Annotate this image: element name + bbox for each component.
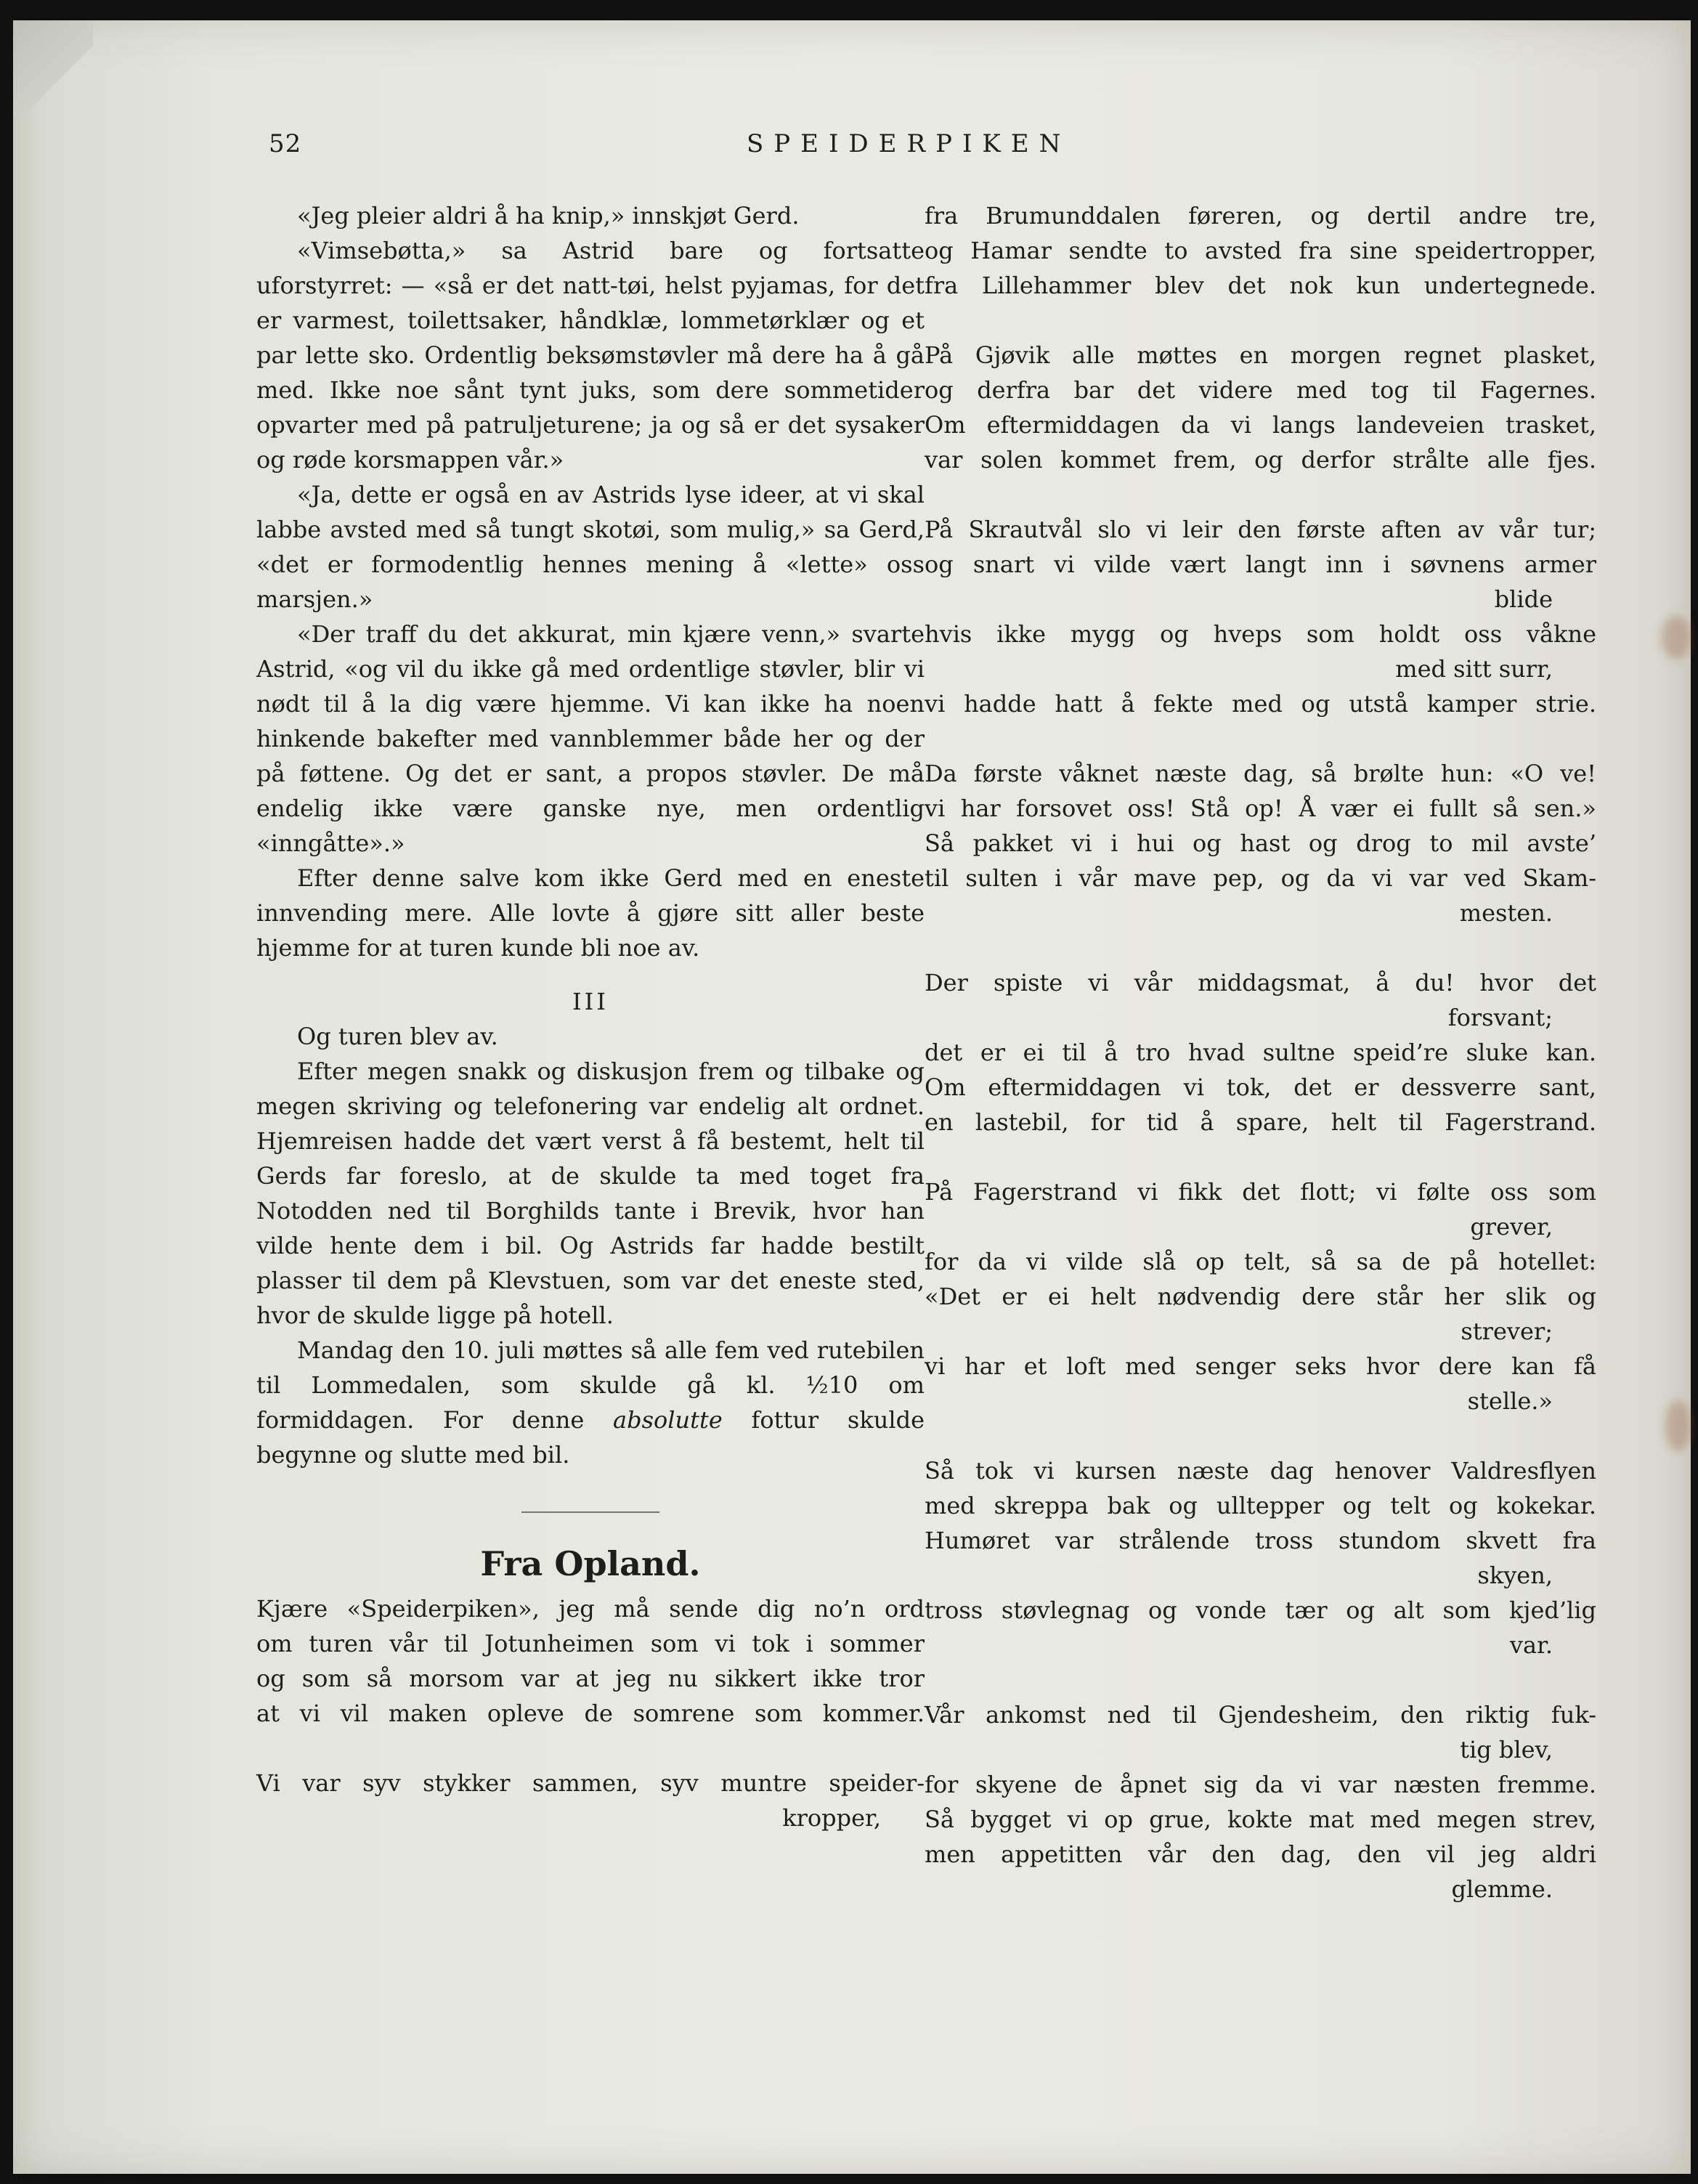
poem-line: Om eftermiddagen vi tok, det er dessverre sant, xyxy=(925,1073,1596,1101)
page xyxy=(13,20,1691,2174)
poem-line: vi hadde hatt å fekte med og utstå kamper strie. xyxy=(925,690,1596,718)
poem-line-continuation: grever, xyxy=(1470,1213,1553,1241)
poem-line: vi har forsovet oss! Stå op! Å vær ei fullt så sen.» xyxy=(925,795,1596,822)
text-run: fottur skulde begynne og slutte med bil. xyxy=(256,1406,925,1469)
poem-line: og Hamar sendte to avsted fra sine speidertropper, xyxy=(925,237,1596,264)
poem-stanza xyxy=(925,338,1596,477)
poem-line: at vi vil maken opleve de somrene som kommer. xyxy=(256,1700,925,1727)
poem-line: Kjære «Speiderpiken», jeg må sende dig no’n ord xyxy=(256,1595,925,1623)
right-column xyxy=(925,198,1596,1941)
poem-line: det er ei til å tro hvad sultne speid’re sluke kan. xyxy=(925,1039,1596,1066)
poem-line: tross støvlegnag og vonde tær og alt som kjed’lig xyxy=(925,1596,1596,1624)
poem-line: med skreppa bak og ulltepper og telt og kokekar. xyxy=(925,1492,1596,1519)
poem-line-continuation: glemme. xyxy=(1451,1875,1553,1903)
poem-stanza xyxy=(925,1453,1596,1663)
poem-line-continuation: kropper, xyxy=(782,1804,881,1832)
poem-line: til sulten i vår mave pep, og da vi var ved Skam- xyxy=(925,864,1596,892)
poem-stanza xyxy=(925,198,1596,303)
folded-corner xyxy=(13,20,93,115)
poem-line: Om eftermiddagen da vi langs landeveien trasket, xyxy=(925,411,1596,439)
poem-line-continuation: med sitt surr, xyxy=(1395,655,1553,683)
poem-line: og som så morsom var at jeg nu sikkert ikke tror xyxy=(256,1665,925,1692)
poem-line: og snart vi vilde vært langt inn i søvnens armer xyxy=(925,551,1596,578)
paragraph: «Der traff du det akkurat, min kjære venn,» svarte Astrid, «og vil du ikke gå med ordentlige støvler, blir vi nødt til å la dig være hjemme. Vi kan ikke ha noen hinkende bakefter med vannblemmer både her og der på føttene. Og det er sant, a propos støvler. De må endelig ikke være ganske nye, men ordentlig «inngåtte».» xyxy=(256,620,925,857)
poem-line: fra Lillehammer blev det nok kun undertegnede. xyxy=(925,272,1596,299)
poem-line-continuation: skyen, xyxy=(1477,1562,1553,1589)
poem-line: Vi var syv stykker sammen, syv muntre speider- xyxy=(256,1769,925,1797)
poem-line: for skyene de åpnet sig da vi var næsten fremme. xyxy=(925,1771,1596,1798)
poem-stanza xyxy=(925,965,1596,1140)
poem-line-continuation: tig blev, xyxy=(1460,1736,1553,1763)
left-column xyxy=(256,198,925,1870)
stain xyxy=(1662,616,1691,659)
text-run: Mandag den 10. juli møttes så alle fem ved rutebilen til Lommedalen, som skulde gå kl. ½10 om formiddagen. For denne xyxy=(256,1336,925,1434)
poem-stanza xyxy=(925,1697,1596,1907)
paragraph: «Jeg pleier aldri å ha knip,» innskjøt Gerd. xyxy=(297,202,800,230)
poem-line: hvis ikke mygg og hveps som holdt oss våkne xyxy=(925,620,1596,648)
poem-line-continuation: mesten. xyxy=(1459,899,1553,927)
poem-line: «Det er ei helt nødvendig dere står her slik og xyxy=(925,1283,1596,1310)
poem-line-continuation: strever; xyxy=(1461,1318,1553,1345)
poem-line: om turen vår til Jotunheimen som vi tok i sommer xyxy=(256,1630,925,1657)
stain xyxy=(1665,1400,1691,1451)
paragraph: «Ja, dette er også en av Astrids lyse ideer, at vi skal labbe avsted med så tungt skotøi, som mulig,» sa Gerd, «det er formodentlig hennes mening å «lette» oss marsjen.» xyxy=(256,481,925,613)
paragraph: Efter denne salve kom ikke Gerd med en eneste innvending mere. Alle lovte å gjøre sitt aller beste hjemme for at turen kunde bli noe av. xyxy=(256,864,925,962)
poem-stanza xyxy=(925,512,1596,721)
poem-line: en lastebil, for tid å spare, helt til Fagerstrand. xyxy=(925,1108,1596,1136)
poem-line: Så pakket vi i hui og hast og drog to mil avste’ xyxy=(925,829,1596,857)
poem-line: vi har et loft med senger seks hvor dere kan få xyxy=(925,1352,1596,1380)
emphasis: absolutte xyxy=(613,1406,723,1434)
poem-line-continuation: blide xyxy=(1494,585,1553,613)
poem-line-continuation: var. xyxy=(1509,1631,1553,1659)
paragraph: Og turen blev av. xyxy=(297,1023,498,1050)
poem-line: men appetitten vår den dag, den vil jeg aldri xyxy=(925,1840,1596,1868)
poem-line: var solen kommet frem, og derfor strålte alle fjes. xyxy=(925,446,1596,474)
poem-line: fra Brumunddalen føreren, og dertil andre tre, xyxy=(925,202,1596,230)
poem-line: Så tok vi kursen næste dag henover Valdresflyen xyxy=(925,1457,1596,1485)
paragraph xyxy=(256,1333,925,1472)
paragraph: «Vimsebøtta,» sa Astrid bare og fortsatte uforstyrret: — «så er det natt-tøi, helst pyjamas, for det er varmest, toilettsaker, håndklæ, lommetørklær og et par lette sko. Ordentlig beksømstøvler må dere ha å gå med. Ikke noe sånt tynt juks, som dere sommetider opvarter med på patruljeturene; ja og så er det sysaker og røde korsmappen vår.» xyxy=(256,237,925,474)
magazine-title: SPEIDERPIKEN xyxy=(747,129,1071,158)
poem-line: Så bygget vi op grue, kokte mat med megen strev, xyxy=(925,1806,1596,1833)
divider xyxy=(521,1511,659,1513)
poem-line: Der spiste vi vår middagsmat, å du! hvor det xyxy=(925,969,1596,996)
poem-line: for da vi vilde slå op telt, så sa de på hotellet: xyxy=(925,1248,1596,1275)
poem-stanza xyxy=(256,1766,925,1835)
poem-line: og derfra bar det videre med tog til Fagernes. xyxy=(925,376,1596,404)
poem-line: På Fagerstrand vi fikk det flott; vi følte oss som xyxy=(925,1178,1596,1206)
poem-line: Humøret var strålende tross stundom skvett fra xyxy=(925,1527,1596,1554)
poem-line-continuation: stelle.» xyxy=(1467,1387,1553,1415)
poem-stanza xyxy=(925,756,1596,930)
poem-line: Vår ankomst ned til Gjendesheim, den riktig fuk- xyxy=(925,1701,1596,1729)
section-heading: III xyxy=(572,988,609,1015)
poem-line: Da første våknet næste dag, så brølte hun: «O ve! xyxy=(925,760,1596,787)
poem-title: Fra Opland. xyxy=(480,1544,701,1583)
poem-stanza xyxy=(925,1174,1596,1418)
poem-line: På Skrautvål slo vi leir den første aften av vår tur; xyxy=(925,516,1596,543)
poem-line-continuation: forsvant; xyxy=(1447,1004,1553,1031)
poem-line: På Gjøvik alle møttes en morgen regnet plasket, xyxy=(925,341,1596,369)
paragraph: Efter megen snakk og diskusjon frem og tilbake og megen skriving og telefonering var endelig alt ordnet. Hjemreisen hadde det vært verst å få bestemt, helt til Gerds far foreslo, at de skulde ta med toget fra Notodden ned til Borghilds tante i Brevik, hvor han vilde hente dem i bil. Og Astrids far hadde bestilt plasser til dem på Klevstuen, som var det eneste sted, hvor de skulde ligge på hotell. xyxy=(256,1058,925,1329)
poem-stanza xyxy=(256,1591,925,1731)
page-number: 52 xyxy=(269,129,302,158)
